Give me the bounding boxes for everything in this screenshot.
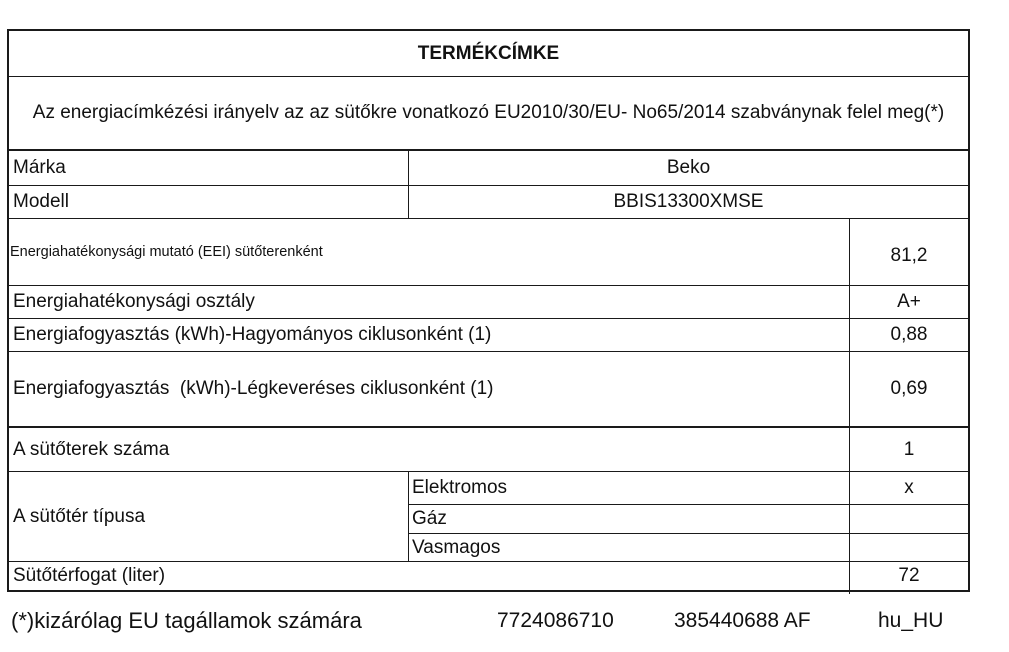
volume-label: Sütőtérfogat (liter): [13, 565, 166, 587]
consumption-conventional-label: Energiafogyasztás (kWh)-Hagyományos ciklusonként (1): [13, 324, 492, 346]
footer-note: (*)kizárólag EU tagállamok számára: [11, 608, 362, 633]
cavity-type-value-gas: [850, 505, 968, 533]
model-label: Modell: [13, 191, 69, 213]
energy-class-value: A+: [897, 291, 921, 313]
brand-label: Márka: [13, 157, 66, 179]
footer-locale: hu_HU: [878, 609, 944, 632]
footer-code-1: 7724086710: [497, 609, 614, 632]
cavity-type-label: A sütőtér típusa: [13, 505, 146, 527]
cavity-type-option-cast-iron: Vasmagos: [412, 536, 501, 558]
cavity-count-label: A sütőterek száma: [13, 438, 170, 460]
consumption-fan-value: 0,69: [890, 378, 928, 400]
consumption-fan-label: Energiafogyasztás (kWh)-Légkeveréses ciklusonként (1): [13, 378, 494, 400]
eei-value: 81,2: [890, 245, 928, 267]
fiche-subtitle: Az energiacímkézési irányelv az az sütőkre vonatkozó EU2010/30/EU- No65/2014 szabványnak felel meg(*): [32, 102, 945, 123]
divider-cavity-type: [408, 471, 409, 561]
cavity-type-value-electric: x: [904, 477, 914, 499]
fiche-title: TERMÉKCÍMKE: [417, 42, 560, 64]
cavity-count-value: 1: [903, 438, 915, 460]
energy-class-label: Energiahatékonysági osztály: [13, 291, 255, 313]
model-value: BBIS13300XMSE: [613, 191, 764, 213]
volume-value: 72: [898, 565, 920, 587]
footer-code-2: 385440688 AF: [674, 609, 811, 632]
cavity-type-value-cast-iron: [850, 534, 968, 561]
cavity-type-option-gas: Gáz: [412, 508, 447, 530]
consumption-conventional-value: 0,88: [890, 324, 928, 346]
cavity-type-option-electric: Elektromos: [412, 477, 508, 499]
eei-label: Energiahatékonysági mutató (EEI) sütőterenként: [10, 243, 323, 260]
brand-value: Beko: [666, 157, 711, 179]
product-fiche-table: [7, 29, 970, 592]
